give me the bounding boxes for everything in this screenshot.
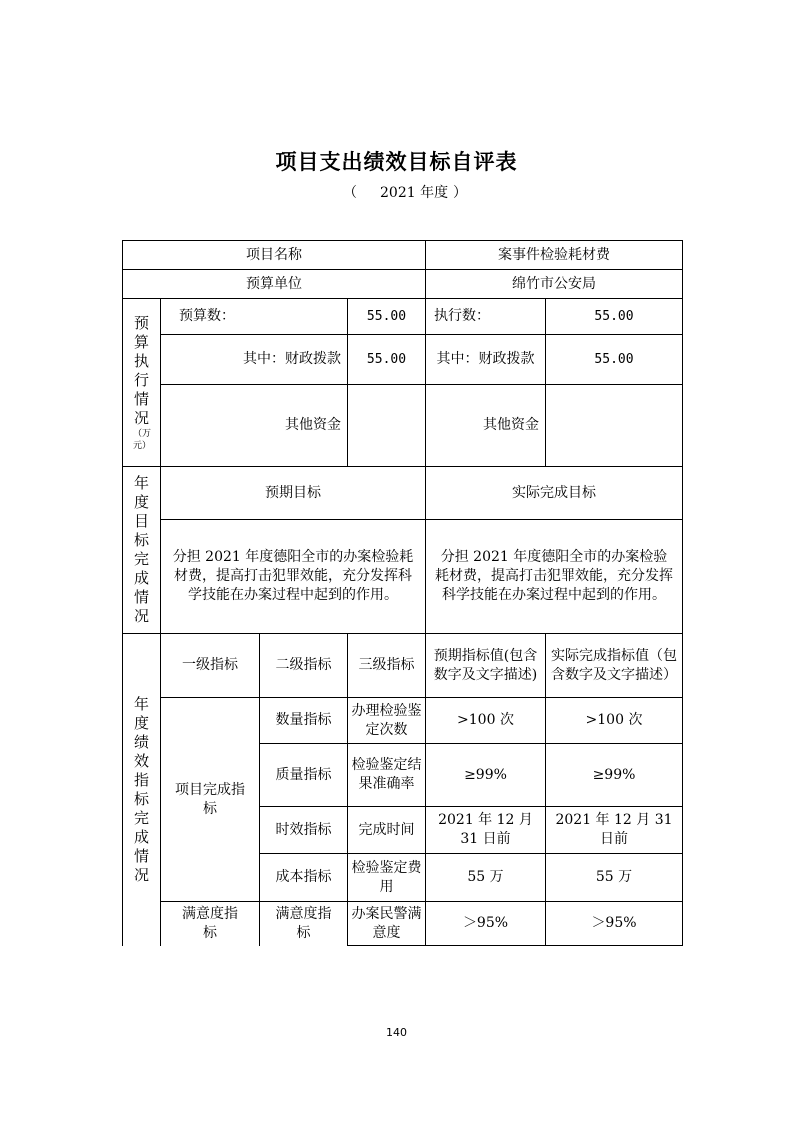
budget-amount-label: 预算数： — [161, 299, 348, 335]
fiscal-budget-label: 其中：财政拨款 — [161, 335, 348, 385]
actual-goal-text: 分担 2021 年度德阳全市的办案检验耗材费，提高打击犯罪效能，充分发挥科学技能在办案过程中起到的作用。 — [426, 520, 683, 634]
satisfaction-level1: 满意度指标 — [161, 902, 260, 946]
row-level2: 质量指标 — [260, 744, 348, 807]
expected-goal-text: 分担 2021 年度德阳全市的办案检验耗材费，提高打击犯罪效能，充分发挥科学技能在办案过程中起到的作用。 — [161, 520, 426, 634]
row-actual: ≥99% — [546, 744, 683, 807]
header-expected-value: 预期指标值(包含数字及文字描述) — [426, 634, 546, 698]
page-title: 项目支出绩效目标自评表 — [275, 149, 518, 174]
row-level3: 检验鉴定结果准确率 — [348, 744, 426, 807]
satisfaction-expected: ＞95% — [426, 902, 546, 946]
expected-goal-header: 预期目标 — [161, 467, 426, 520]
row-level2: 成本指标 — [260, 854, 348, 902]
group-project-completion: 项目完成指标 — [161, 698, 260, 902]
budget-execution-side-label — [123, 299, 161, 467]
other-funds-label: 其他资金 — [161, 385, 348, 467]
header-level2: 二级指标 — [260, 634, 348, 698]
page-number: 140 — [386, 1026, 407, 1039]
actual-goal-header: 实际完成目标 — [426, 467, 683, 520]
row-expected: >100 次 — [426, 698, 546, 744]
budget-unit-label: 预算单位 — [123, 270, 426, 299]
row-level3: 完成时间 — [348, 807, 426, 854]
row-expected: 55 万 — [426, 854, 546, 902]
execution-amount-value: 55.00 — [546, 299, 683, 335]
row-level3: 办理检验鉴定次数 — [348, 698, 426, 744]
budget-execution-side-text: 预算执行情况 — [133, 313, 149, 427]
row-expected: ≥99% — [426, 744, 546, 807]
fiscal-budget-value: 55.00 — [348, 335, 426, 385]
other-exec-label: 其他资金 — [426, 385, 546, 467]
row-actual: 55 万 — [546, 854, 683, 902]
satisfaction-actual: ＞95% — [546, 902, 683, 946]
evaluation-table — [122, 240, 683, 946]
row-level2: 数量指标 — [260, 698, 348, 744]
budget-amount-value: 55.00 — [348, 299, 426, 335]
budget-unit-value: 绵竹市公安局 — [426, 270, 683, 299]
header-actual-value: 实际完成指标值（包含数字及文字描述） — [546, 634, 683, 698]
row-expected: 2021 年 12 月 31 日前 — [426, 807, 546, 854]
project-name-value: 案事件检验耗材费 — [426, 241, 683, 270]
row-actual: >100 次 — [546, 698, 683, 744]
fiscal-exec-label: 其中：财政拨款 — [426, 335, 546, 385]
budget-unit-note: （万元） — [133, 428, 152, 451]
year-close-paren: ） — [453, 185, 467, 201]
year-open-paren: （ — [343, 185, 357, 201]
other-exec-value — [546, 385, 683, 467]
annual-goal-side-label: 年度目标完成情况 — [123, 467, 161, 634]
header-level1: 一级指标 — [161, 634, 260, 698]
row-level3: 检验鉴定费用 — [348, 854, 426, 902]
other-funds-value — [348, 385, 426, 467]
execution-amount-label: 执行数： — [426, 299, 546, 335]
year-label: 2021 年度 — [380, 185, 449, 201]
satisfaction-level3: 办案民警满意度 — [348, 902, 426, 946]
satisfaction-level2: 满意度指标 — [260, 902, 348, 946]
header-level3: 三级指标 — [348, 634, 426, 698]
fiscal-exec-value: 55.00 — [546, 335, 683, 385]
row-level2: 时效指标 — [260, 807, 348, 854]
project-name-label: 项目名称 — [123, 241, 426, 270]
indicators-side-label: 年度绩效指标完成情况 — [123, 634, 161, 946]
row-actual: 2021 年 12 月 31 日前 — [546, 807, 683, 854]
